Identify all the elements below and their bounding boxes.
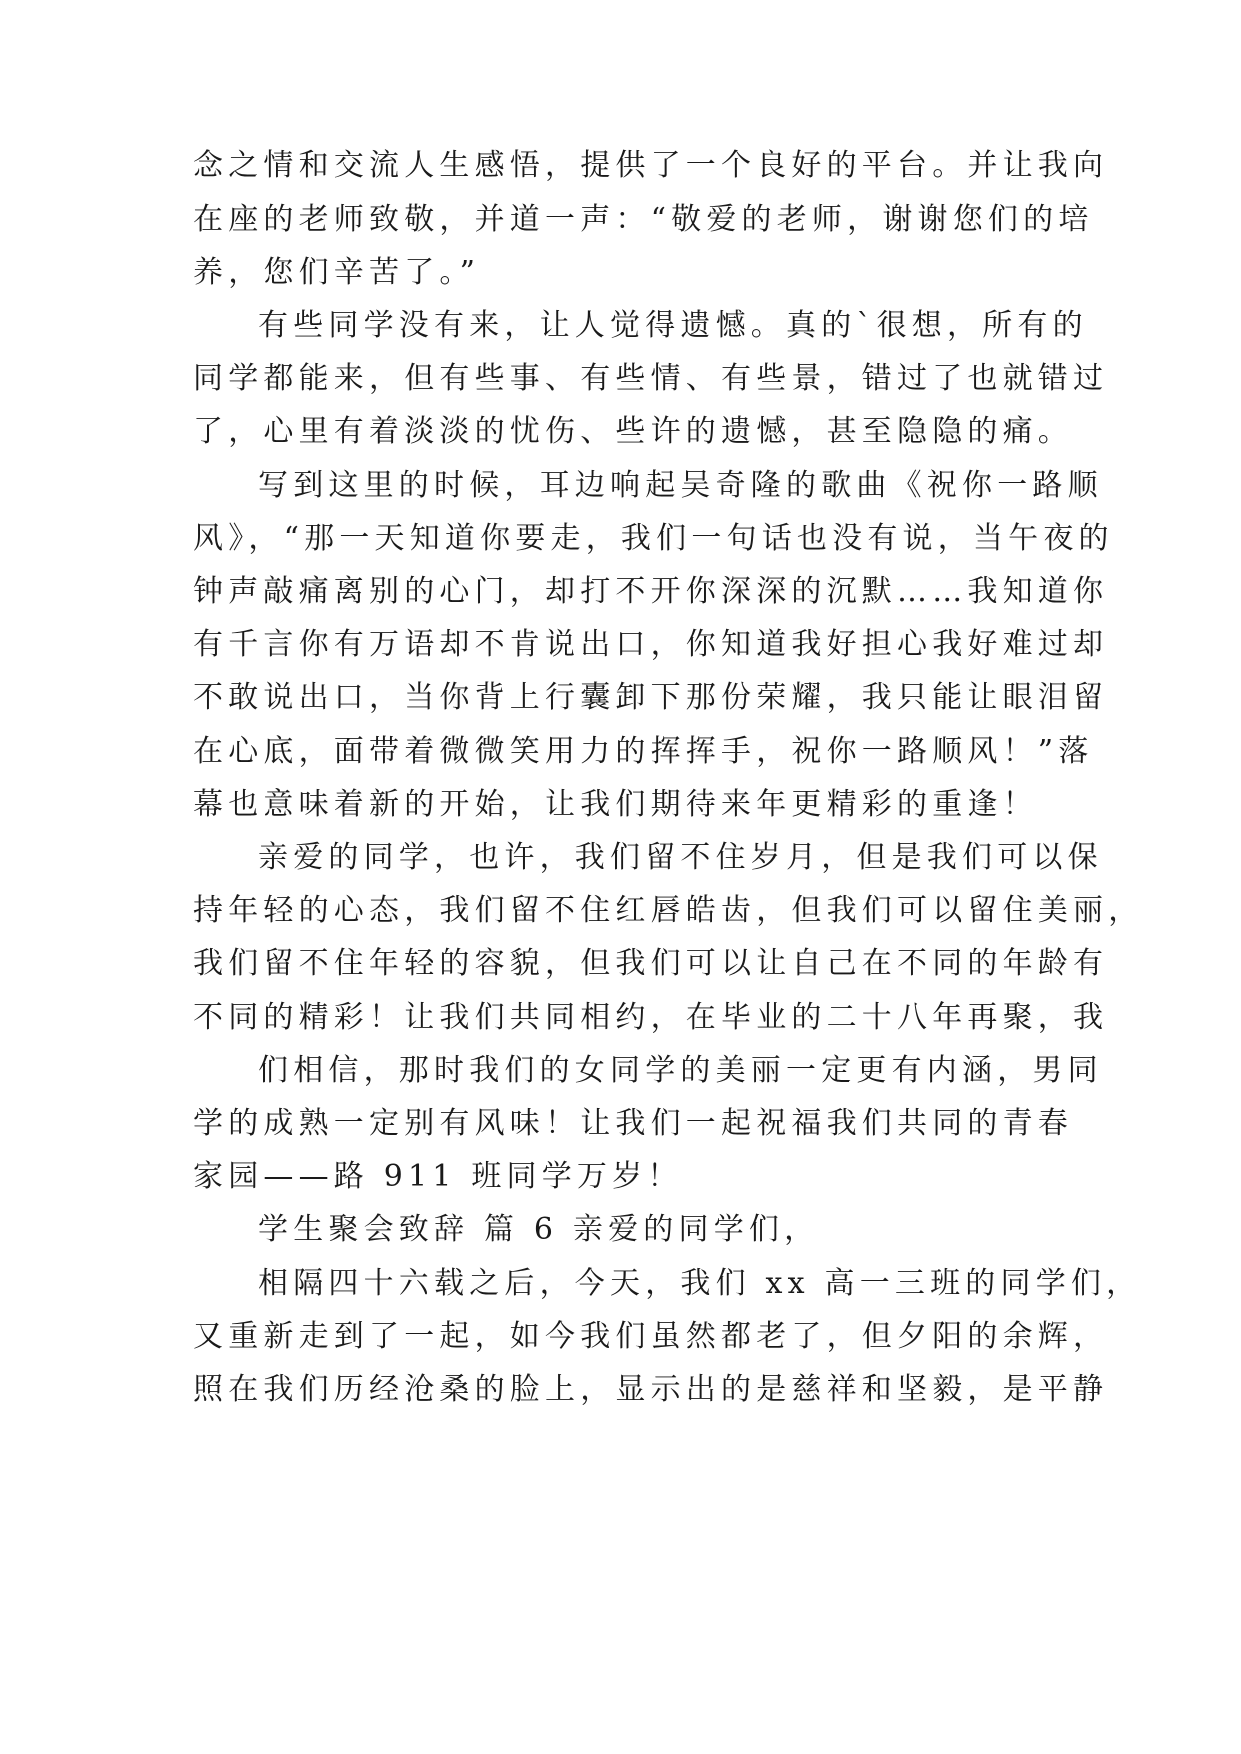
text-line-16: 我们留不住年轻的容貌，但我们可以让自己在不同的年龄有: [193, 946, 1109, 981]
paragraph-start-line: 有些同学没有来，让人觉得遗憾。真的`很想，所有的: [258, 308, 1088, 343]
paragraph-start-line: 亲爱的同学，也许，我们留不住岁月，但是我们可以保: [258, 840, 1103, 875]
text-line-10: 有千言你有万语却不肯说出口，你知道我好担心我好难过却: [193, 627, 1109, 662]
text-line-15: 持年轻的心态，我们留不住红唇皓齿，但我们可以留住美丽，: [193, 893, 1144, 928]
text-line-24: 照在我们历经沧桑的脸上，显示出的是慈祥和坚毅，是平静: [193, 1372, 1109, 1407]
text-line-23: 又重新走到了一起，如今我们虽然都老了，但夕阳的余辉，: [193, 1319, 1109, 1354]
text-line-20: 家园——路 911 班同学万岁！: [193, 1159, 683, 1194]
paragraph-start-line: 们相信，那时我们的女同学的美丽一定更有内涵，男同: [258, 1053, 1103, 1088]
text-line-13: 幕也意味着新的开始，让我们期待来年更精彩的重逢！: [193, 787, 1038, 822]
text-line-2: 在座的老师致敬，并道一声：“敬爱的老师，谢谢您们的培: [193, 202, 1094, 237]
text-line-19: 学的成熟一定别有风味！让我们一起祝福我们共同的青春: [193, 1106, 1073, 1141]
text-line-11: 不敢说出口，当你背上行囊卸下那份荣耀，我只能让眼泪留: [193, 680, 1109, 715]
text-line-6: 了，心里有着淡淡的忧伤、些许的遗憾，甚至隐隐的痛。: [193, 414, 1073, 449]
text-line-1: 念之情和交流人生感悟，提供了一个良好的平台。并让我向: [193, 148, 1109, 183]
section-heading-line: 学生聚会致辞 篇 6 亲爱的同学们，: [258, 1212, 820, 1247]
text-line-5: 同学都能来，但有些事、有些情、有些景，错过了也就错过: [193, 361, 1109, 396]
paragraph-start-line: 相隔四十六载之后，今天，我们 xx 高一三班的同学们，: [258, 1266, 1142, 1301]
paragraph-start-line: 写到这里的时候，耳边响起吴奇隆的歌曲《祝你一路顺: [258, 468, 1103, 503]
text-line-8: 风》，“那一天知道你要走，我们一句话也没有说，当午夜的: [193, 521, 1114, 556]
text-line-17: 不同的精彩！让我们共同相约，在毕业的二十八年再聚，我: [193, 1000, 1109, 1035]
text-line-3: 养，您们辛苦了。”: [193, 255, 481, 290]
text-line-12: 在心底，面带着微微笑用力的挥挥手，祝你一路顺风！”落: [193, 734, 1094, 769]
text-line-9: 钟声敲痛离别的心门，却打不开你深深的沉默……我知道你: [193, 574, 1109, 609]
